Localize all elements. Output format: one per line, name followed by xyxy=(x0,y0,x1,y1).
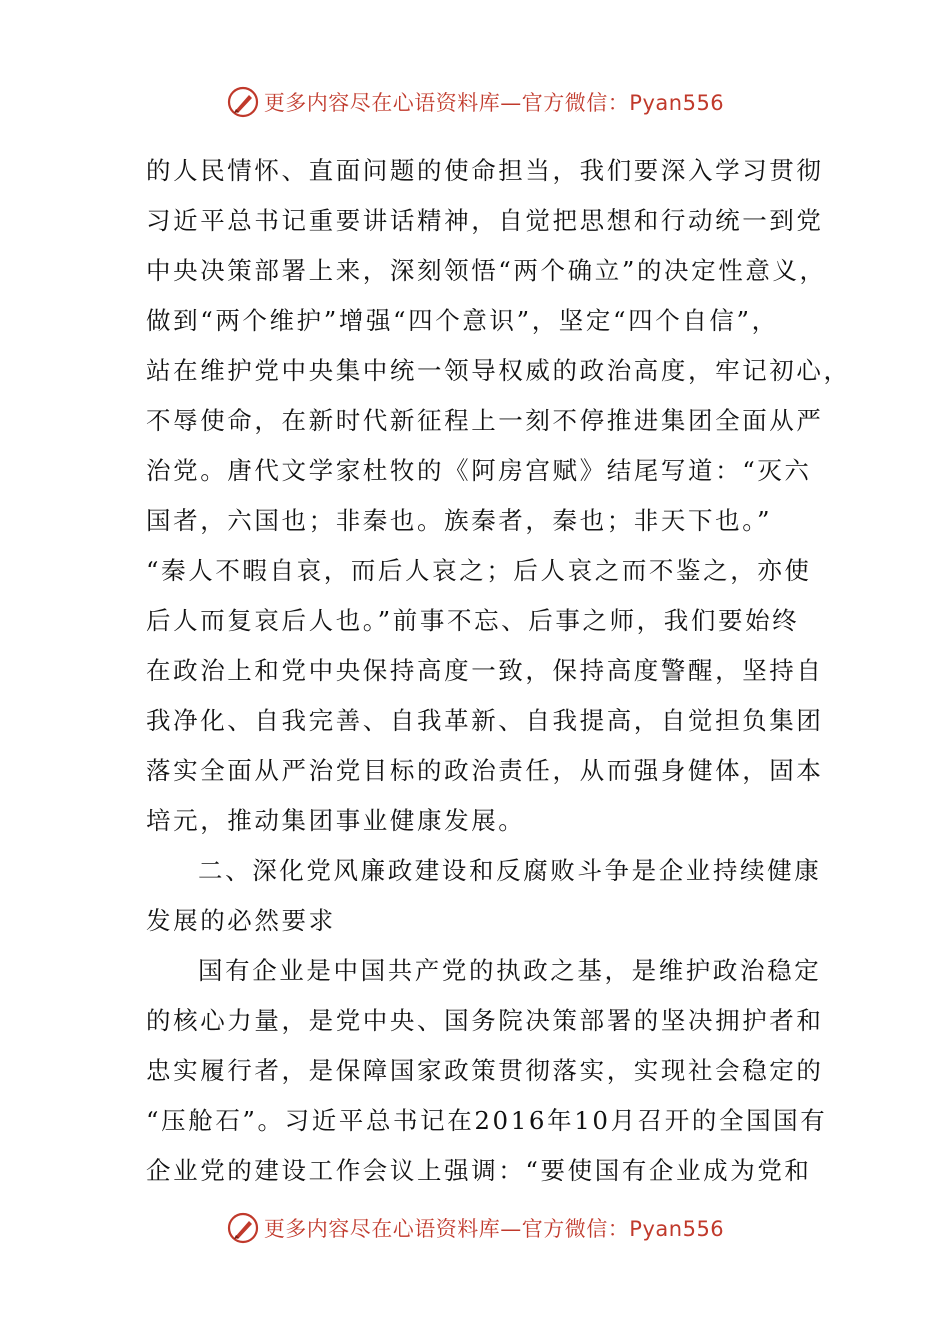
text-line: 中央决策部署上来，深刻领悟“两个确立”的决定性意义， xyxy=(146,256,827,285)
text-line: 在政治上和党中央保持高度一致，保持高度警醒，坚持自 xyxy=(146,656,824,685)
text-line: “秦人不暇自哀，而后人哀之；后人哀之而不鉴之，亦使 xyxy=(146,556,812,585)
text-line: 企业党的建设工作会议上强调：“要使国有企业成为党和 xyxy=(146,1156,812,1185)
text-line: 后人而复哀后人也。”前事不忘、后事之师，我们要始终 xyxy=(146,606,800,635)
section-heading: 二、深化党风廉政建设和反腐败斗争是企业持续健康 xyxy=(198,856,822,885)
text-line: 习近平总书记重要讲话精神，自觉把思想和行动统一到党 xyxy=(146,206,824,235)
footer-banner-text: 更多内容尽在心语资料库—官方微信：Pyan556 xyxy=(263,1217,725,1241)
text-line: 的核心力量，是党中央、国务院决策部署的坚决拥护者和 xyxy=(146,1006,824,1035)
header-banner-text: 更多内容尽在心语资料库—官方微信：Pyan556 xyxy=(263,91,725,115)
text-line: 的人民情怀、直面问题的使命担当，我们要深入学习贯彻 xyxy=(146,156,824,185)
text-line: 国有企业是中国共产党的执政之基，是维护政治稳定 xyxy=(198,956,822,985)
text-line: 落实全面从严治党目标的政治责任，从而强身健体，固本 xyxy=(146,756,824,785)
header-banner xyxy=(0,80,950,124)
text-line: 不辱使命，在新时代新征程上一刻不停推进集团全面从严 xyxy=(146,406,824,435)
footer-banner xyxy=(0,1206,950,1250)
document-body xyxy=(146,146,851,1196)
pen-circle-icon xyxy=(226,85,260,119)
text-line: 我净化、自我完善、自我革新、自我提高，自觉担负集团 xyxy=(146,706,824,735)
section-heading-continued: 发展的必然要求 xyxy=(146,906,336,935)
pen-circle-icon xyxy=(226,1211,260,1245)
text-line: 站在维护党中央集中统一领导权威的政治高度，牢记初心， xyxy=(146,356,851,385)
text-line: “压舱石”。习近平总书记在2016年10月召开的全国国有 xyxy=(146,1106,828,1135)
text-line: 培元，推动集团事业健康发展。 xyxy=(146,806,526,835)
text-line: 国者，六国也；非秦也。族秦者，秦也；非天下也。” xyxy=(146,506,773,535)
text-line: 治党。唐代文学家杜牧的《阿房宫赋》结尾写道：“灭六 xyxy=(146,456,812,485)
text-line: 做到“两个维护”增强“四个意识”，坚定“四个自信”， xyxy=(146,306,779,335)
text-line: 忠实履行者，是保障国家政策贯彻落实，实现社会稳定的 xyxy=(146,1056,824,1085)
